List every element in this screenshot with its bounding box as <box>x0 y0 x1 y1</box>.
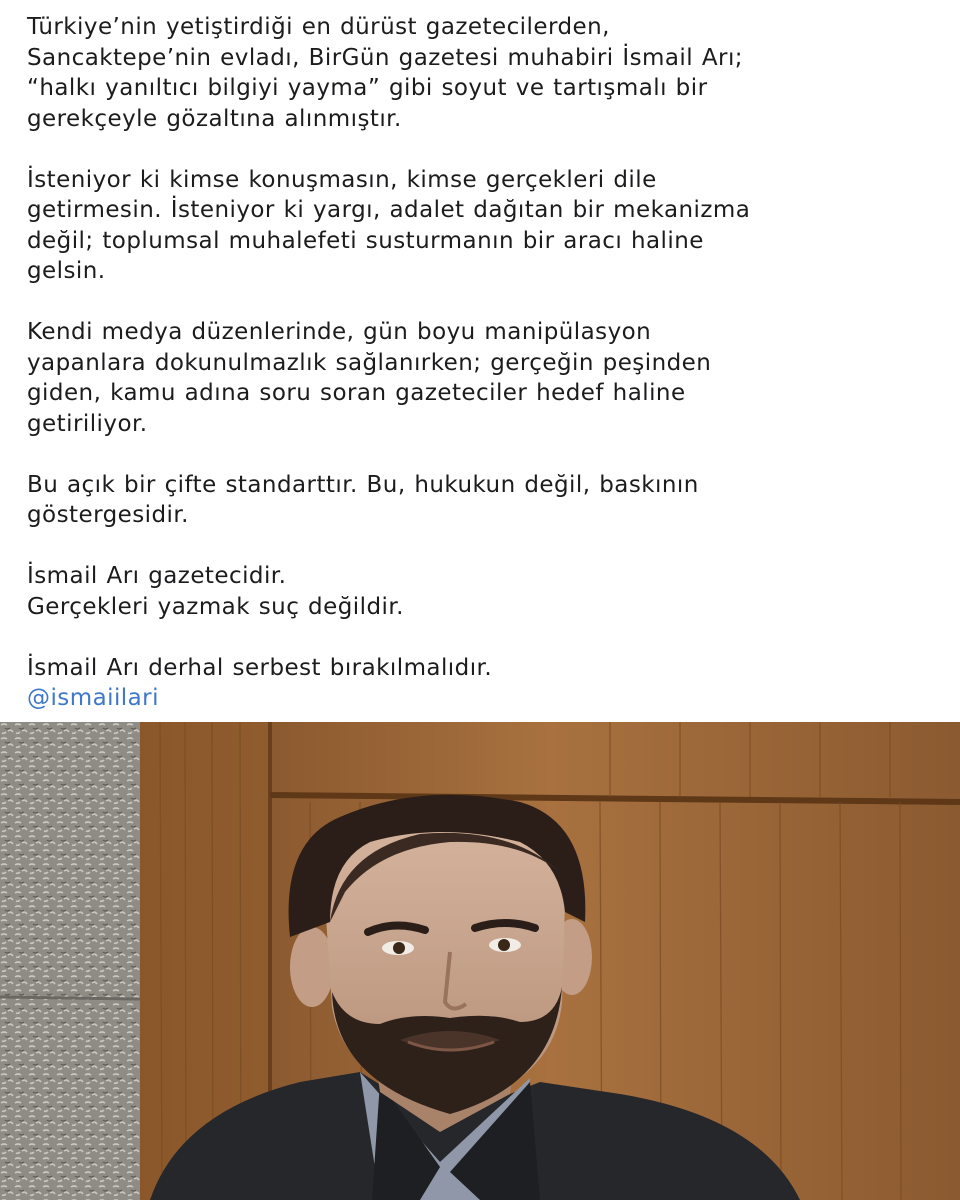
paragraph-3 <box>27 317 937 439</box>
text-line: Sancaktepe’nin evladı, BirGün gazetesi muhabiri İsmail Arı; <box>27 44 743 71</box>
text-line: Gerçekleri yazmak suç değildir. <box>27 593 404 620</box>
text-line: değil; toplumsal muhalefeti susturmanın bir aracı haline <box>27 227 704 254</box>
user-mention-link[interactable]: @ismaiilari <box>27 685 159 711</box>
text-line: göstergesidir. <box>27 502 189 528</box>
text-line: İsteniyor ki kimse konuşmasın, kimse gerçekleri dile <box>27 166 657 193</box>
post-text <box>27 12 937 714</box>
paragraph-2 <box>27 165 937 287</box>
paragraph-6 <box>27 653 937 684</box>
text-line: Kendi medya düzenlerinde, gün boyu manipülasyon <box>27 319 652 345</box>
text-line: “halkı yanıltıcı bilgiyi yayma” gibi soyut ve tartışmalı bir <box>27 75 708 101</box>
portrait-photo <box>0 722 960 1200</box>
paragraph-1 <box>27 12 937 134</box>
text-line: giden, kamu adına soru soran gazeteciler hedef haline <box>27 380 686 406</box>
portrait-illustration <box>0 722 960 1200</box>
text-line: İsmail Arı derhal serbest bırakılmalıdır. <box>27 654 493 681</box>
text-line: gelsin. <box>27 258 106 284</box>
text-line: gerekçeyle gözaltına alınmıştır. <box>27 105 402 132</box>
text-line: İsmail Arı gazetecidir. <box>27 563 287 589</box>
paragraph-5 <box>27 561 937 622</box>
text-line: getirmesin. İsteniyor ki yargı, adalet dağıtan bir mekanizma <box>27 197 751 223</box>
paragraph-4 <box>27 470 937 531</box>
text-line: Türkiye’nin yetiştirdiği en dürüst gazetecilerden, <box>27 14 610 40</box>
text-line: yapanlara dokunulmazlık sağlanırken; gerçeğin peşinden <box>27 349 712 376</box>
text-line: getiriliyor. <box>27 410 148 437</box>
text-line: Bu açık bir çifte standarttır. Bu, hukukun değil, baskının <box>27 471 699 498</box>
